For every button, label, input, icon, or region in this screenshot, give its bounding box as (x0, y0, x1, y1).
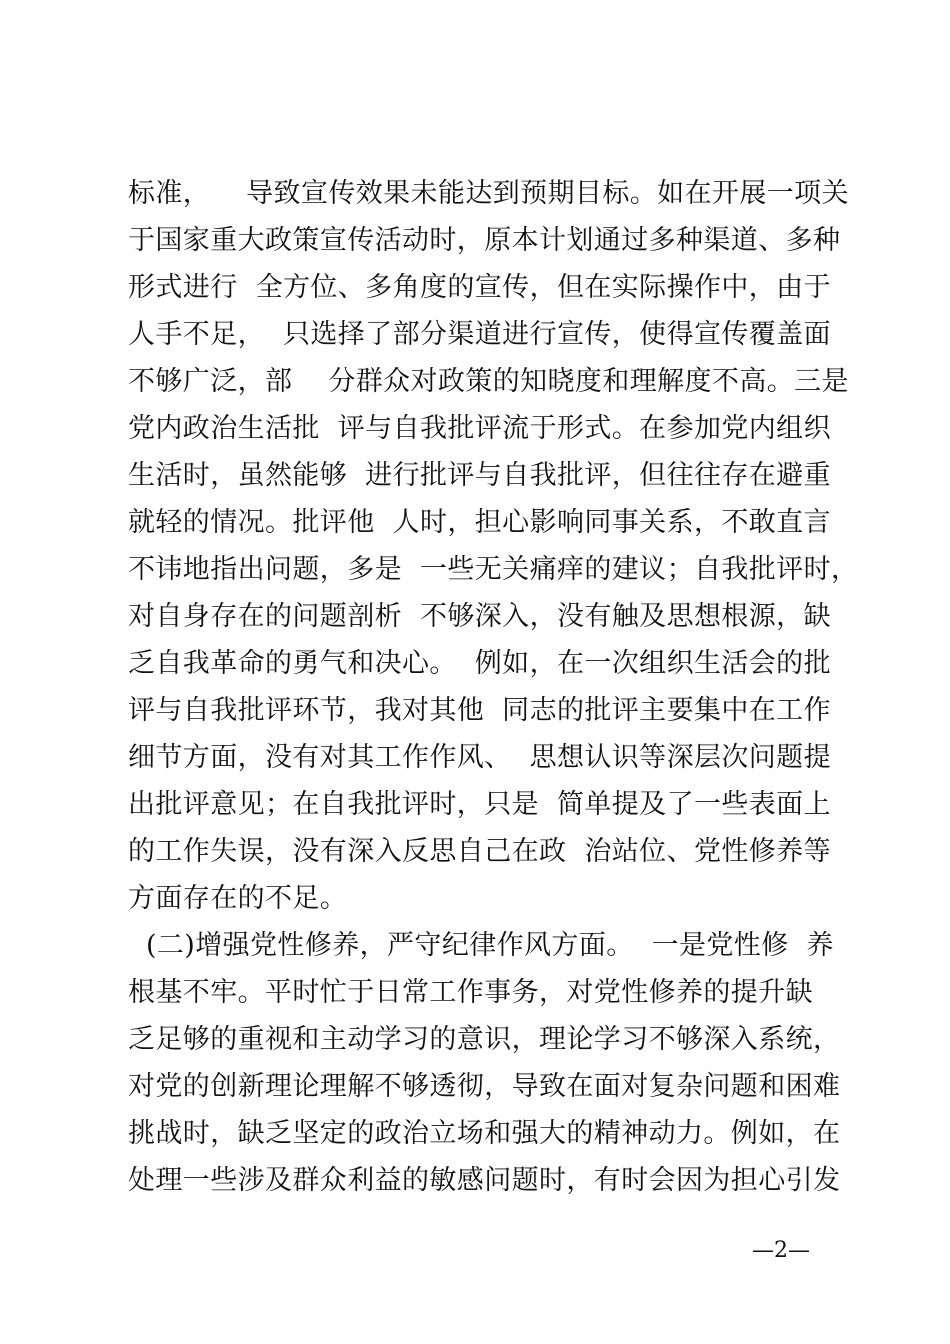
text-line: 评与自我批评环节，我对其他 同志的批评主要集中在工作 (128, 695, 831, 726)
text-line: 出批评意见；在自我批评时，只是 简单提及了一些表面上 (128, 789, 831, 820)
body-text (128, 170, 859, 1204)
text-line: 对党的创新理论理解不够透彻，导致在面对复杂问题和困难 (128, 1071, 841, 1102)
text-line: 于国家重大政策宣传活动时，原本计划通过多种渠道、多种 (128, 225, 841, 256)
text-line: 处理一些涉及群众利益的敏感问题时，有时会因为担心引发 (128, 1165, 841, 1196)
text-line: 形式进行 全方位、多角度的宣传，但在实际操作中，由于 (128, 272, 831, 303)
text-line: 不讳地指出问题，多是 一些无关痛痒的建议；自我批评时， (128, 554, 859, 585)
text-line: 细节方面，没有对其工作作风、 思想认识等深层次问题提 (128, 742, 831, 773)
text-line: 根基不牢。平时忙于日常工作事务，对党性修养的提升缺 (128, 977, 813, 1008)
text-line: 乏自我革命的勇气和决心。 例如，在一次组织生活会的批 (128, 648, 831, 679)
text-line: 党内政治生活批 评与自我批评流于形式。在参加党内组织 (128, 413, 831, 444)
text-line: 不够广泛，部 分群众对政策的知晓度和理解度不高。三是 (128, 366, 849, 397)
text-line: 就轻的情况。批评他 人时，担心影响同事关系，不敢直言 (128, 507, 831, 538)
page-number: —2— (752, 1238, 810, 1263)
text-line: 方面存在的不足。 (128, 883, 348, 914)
section-heading-line: (二)增强党性修养，严守纪律作风方面。 一是党性修 养 (128, 930, 834, 961)
text-line: 乏足够的重视和主动学习的意识，理论学习不够深入系统， (128, 1024, 841, 1055)
text-line: 生活时，虽然能够 进行批评与自我批评，但往往存在避重 (128, 460, 831, 491)
text-line: 挑战时，缺乏坚定的政治立场和强大的精神动力。例如，在 (128, 1118, 841, 1149)
text-line: 的工作失误，没有深入反思自己在政 治站位、党性修养等 (128, 836, 831, 867)
text-line: 人手不足， 只选择了部分渠道进行宣传，使得宣传覆盖面 (128, 319, 831, 350)
text-line: 标准， 导致宣传效果未能达到预期目标。如在开展一项关 (128, 178, 849, 209)
text-line: 对自身存在的问题剖析 不够深入，没有触及思想根源，缺 (128, 601, 831, 632)
